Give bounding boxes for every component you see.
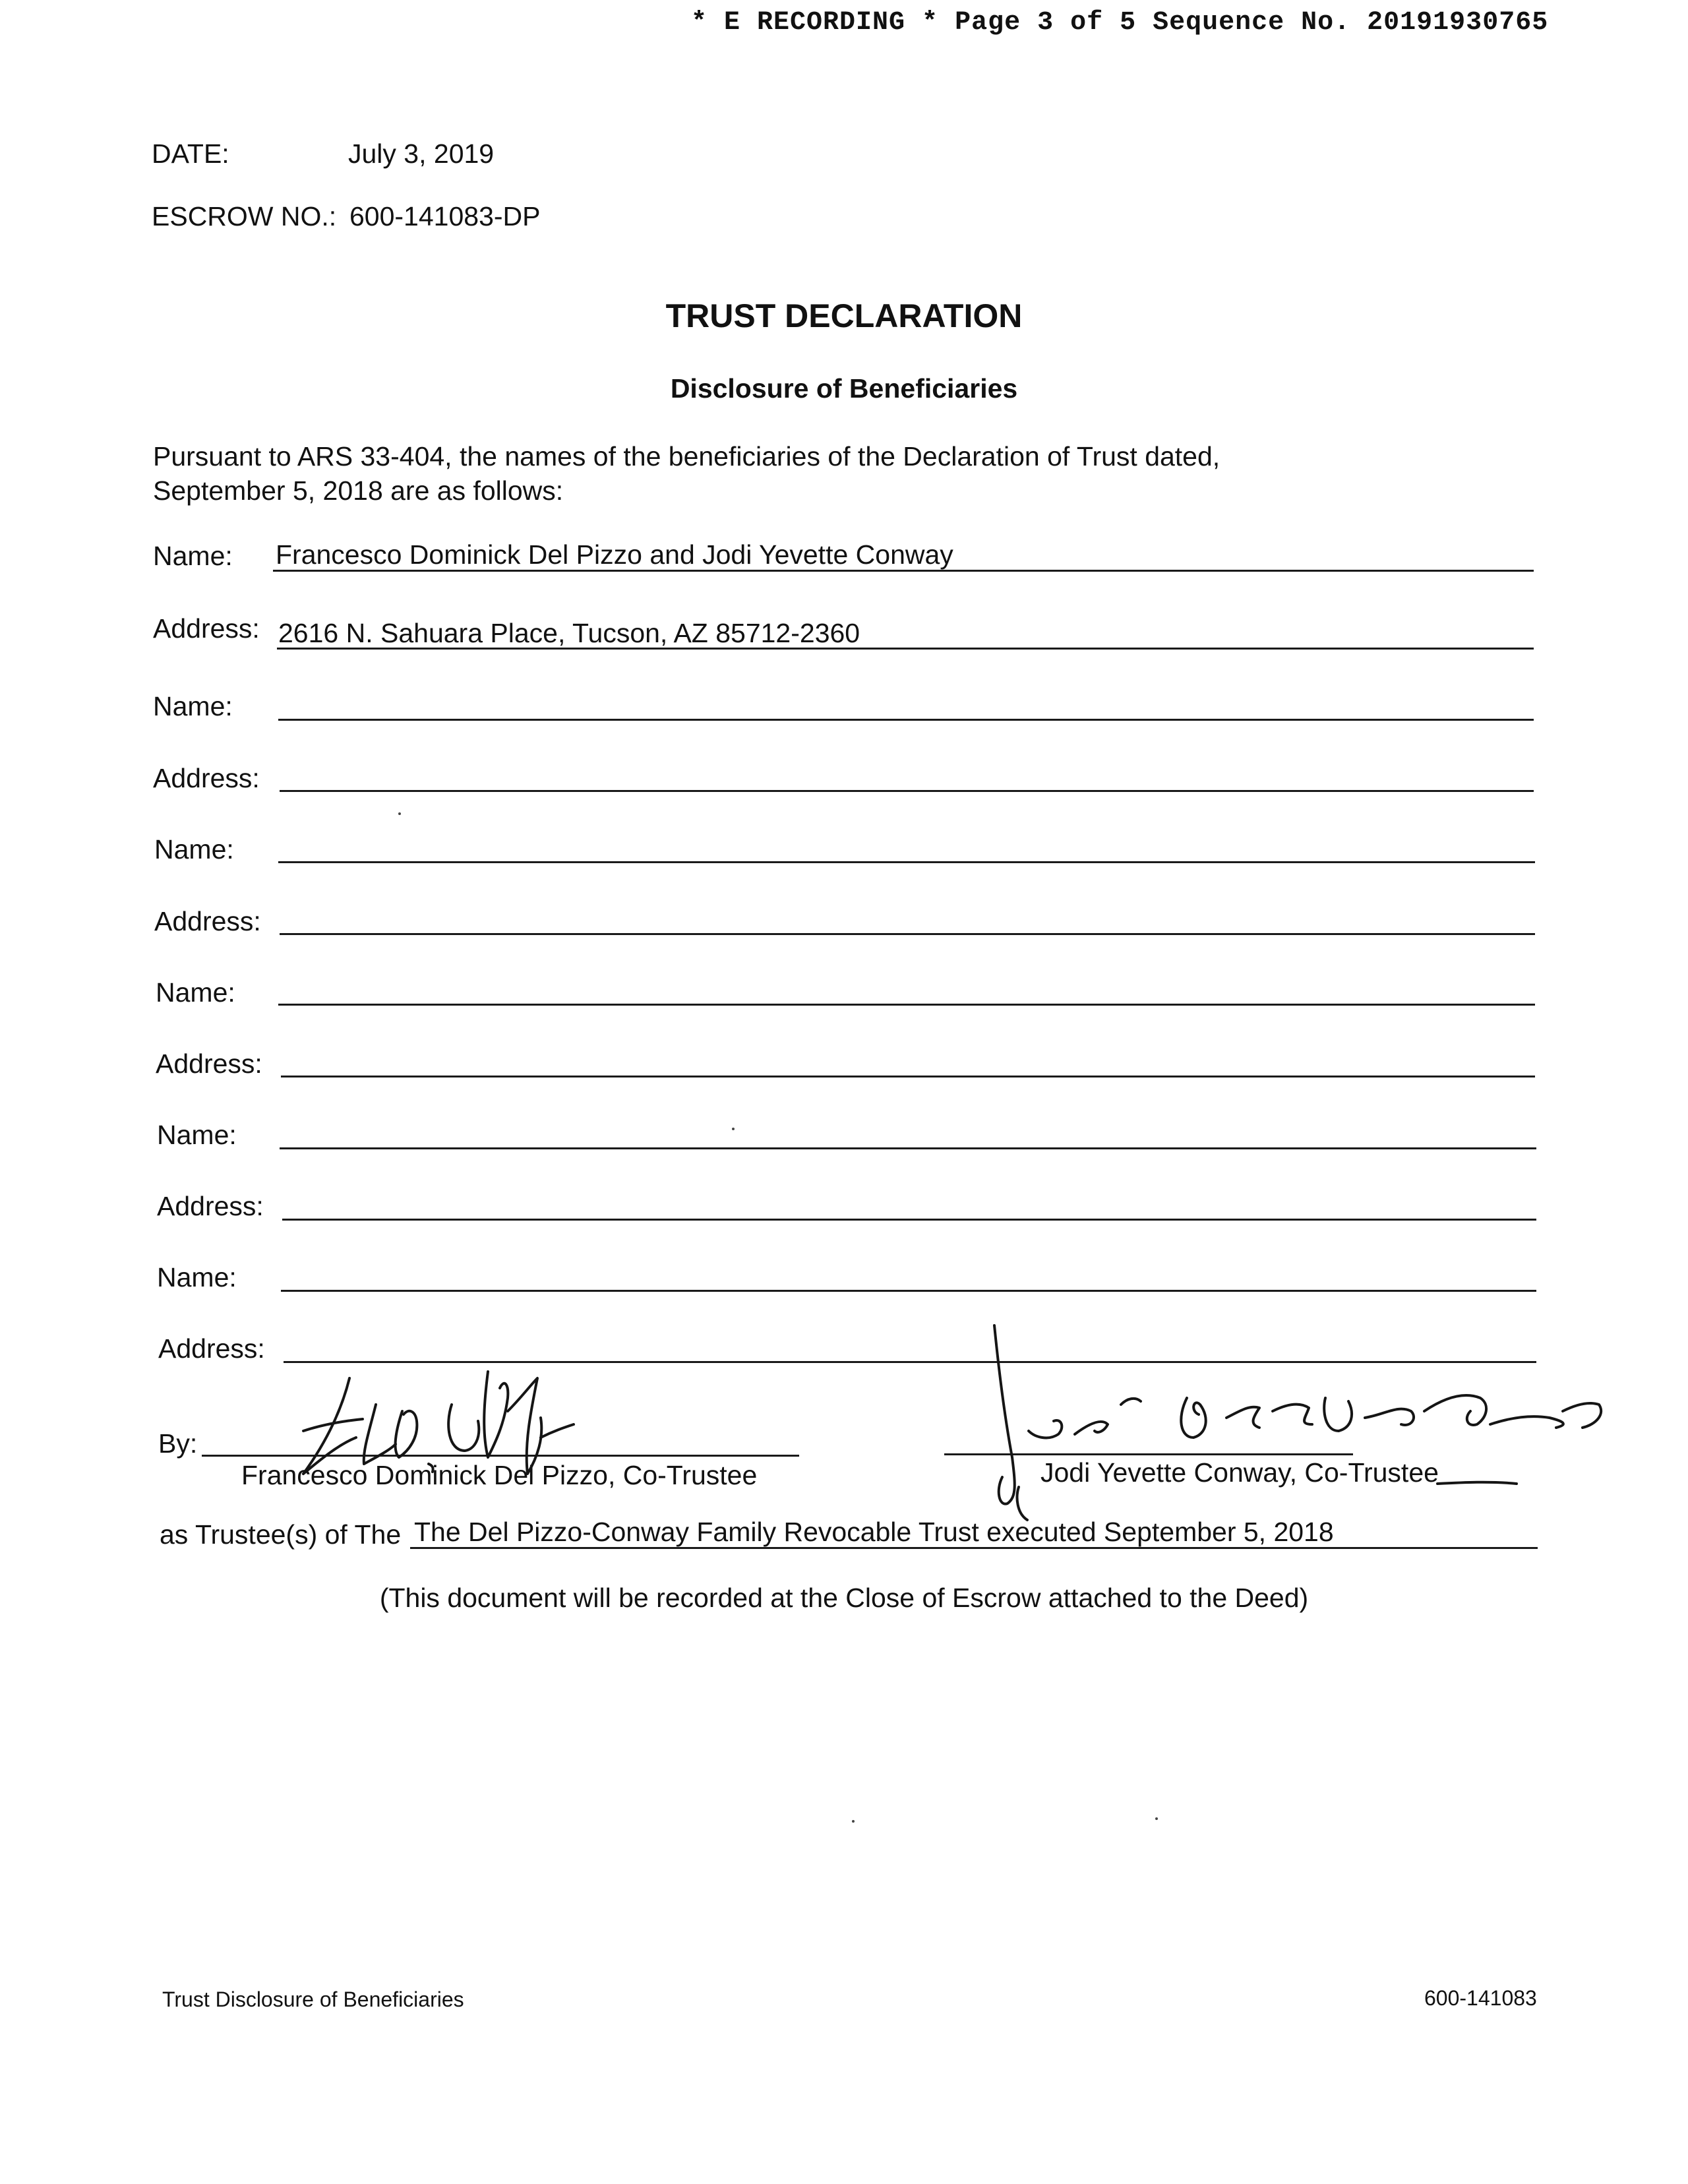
by-label: By: xyxy=(158,1428,198,1459)
scan-speck xyxy=(1155,1817,1158,1820)
beneficiary-5-name-label: Name: xyxy=(157,1120,237,1150)
intro-line-1: Pursuant to ARS 33-404, the names of the beneficiaries of the Declaration of Trust dated, xyxy=(153,441,1221,471)
scan-speck xyxy=(398,812,401,815)
beneficiary-5-address-label: Address: xyxy=(157,1191,264,1221)
beneficiary-4-name-label: Name: xyxy=(156,977,235,1008)
beneficiary-1-address-label: Address: xyxy=(153,613,260,644)
beneficiary-3-address-line xyxy=(280,933,1535,935)
document-title: TRUST DECLARATION xyxy=(665,297,1023,334)
trustee-prefix: as Trustee(s) of The xyxy=(160,1519,402,1550)
beneficiary-1-name-label: Name: xyxy=(153,541,233,571)
beneficiary-4-address-line xyxy=(281,1076,1535,1077)
beneficiary-6-name-label: Name: xyxy=(157,1262,237,1292)
beneficiary-2-address-label: Address: xyxy=(153,763,260,793)
trust-name-line xyxy=(410,1547,1538,1549)
beneficiary-5-name-line xyxy=(280,1147,1536,1149)
signature-1-image xyxy=(277,1358,620,1503)
beneficiary-3-name-label: Name: xyxy=(154,834,234,864)
signature-2-image xyxy=(989,1325,1622,1523)
signer-2-name: Jodi Yevette Conway, Co-Trustee xyxy=(1040,1457,1439,1488)
footer-right-text: 600-141083 xyxy=(1424,1986,1537,2010)
scan-speck xyxy=(852,1820,855,1823)
footer-left-text: Trust Disclosure of Beneficiaries xyxy=(162,1987,464,2011)
document-subtitle: Disclosure of Beneficiaries xyxy=(670,373,1018,404)
recording-note: (This document will be recorded at the Close of Escrow attached to the Deed) xyxy=(379,1583,1309,1613)
beneficiary-1-address-line xyxy=(277,648,1534,650)
date-value: July 3, 2019 xyxy=(348,138,495,169)
beneficiary-5-address-line xyxy=(282,1219,1536,1221)
beneficiary-2-address-line xyxy=(280,790,1534,792)
beneficiary-2-name-label: Name: xyxy=(153,691,233,721)
trust-name: The Del Pizzo-Conway Family Revocable Trust executed September 5, 2018 xyxy=(414,1517,1334,1547)
beneficiary-4-address-label: Address: xyxy=(156,1048,262,1079)
intro-line-2: September 5, 2018 are as follows: xyxy=(153,475,564,506)
beneficiary-3-address-label: Address: xyxy=(154,906,261,936)
intro-paragraph xyxy=(153,439,1274,508)
signer-1-name: Francesco Dominick Del Pizzo, Co-Trustee xyxy=(241,1460,758,1490)
beneficiary-2-name-line xyxy=(278,719,1534,721)
escrow-label: ESCROW NO.: xyxy=(152,201,337,231)
beneficiary-1-address-value: 2616 N. Sahuara Place, Tucson, AZ 85712-2360 xyxy=(278,618,860,648)
beneficiary-3-name-line xyxy=(278,861,1535,863)
date-label: DATE: xyxy=(152,138,229,169)
beneficiary-6-name-line xyxy=(281,1290,1536,1292)
beneficiary-1-name-value: Francesco Dominick Del Pizzo and Jodi Yevette Conway xyxy=(276,539,953,570)
recording-header: * E RECORDING * Page 3 of 5 Sequence No. 20191930765 xyxy=(691,8,1549,38)
beneficiary-4-name-line xyxy=(278,1004,1535,1006)
beneficiary-1-name-line xyxy=(273,570,1534,572)
beneficiary-6-address-label: Address: xyxy=(158,1333,265,1364)
escrow-value: 600-141083-DP xyxy=(349,201,541,231)
scan-speck xyxy=(732,1128,735,1130)
